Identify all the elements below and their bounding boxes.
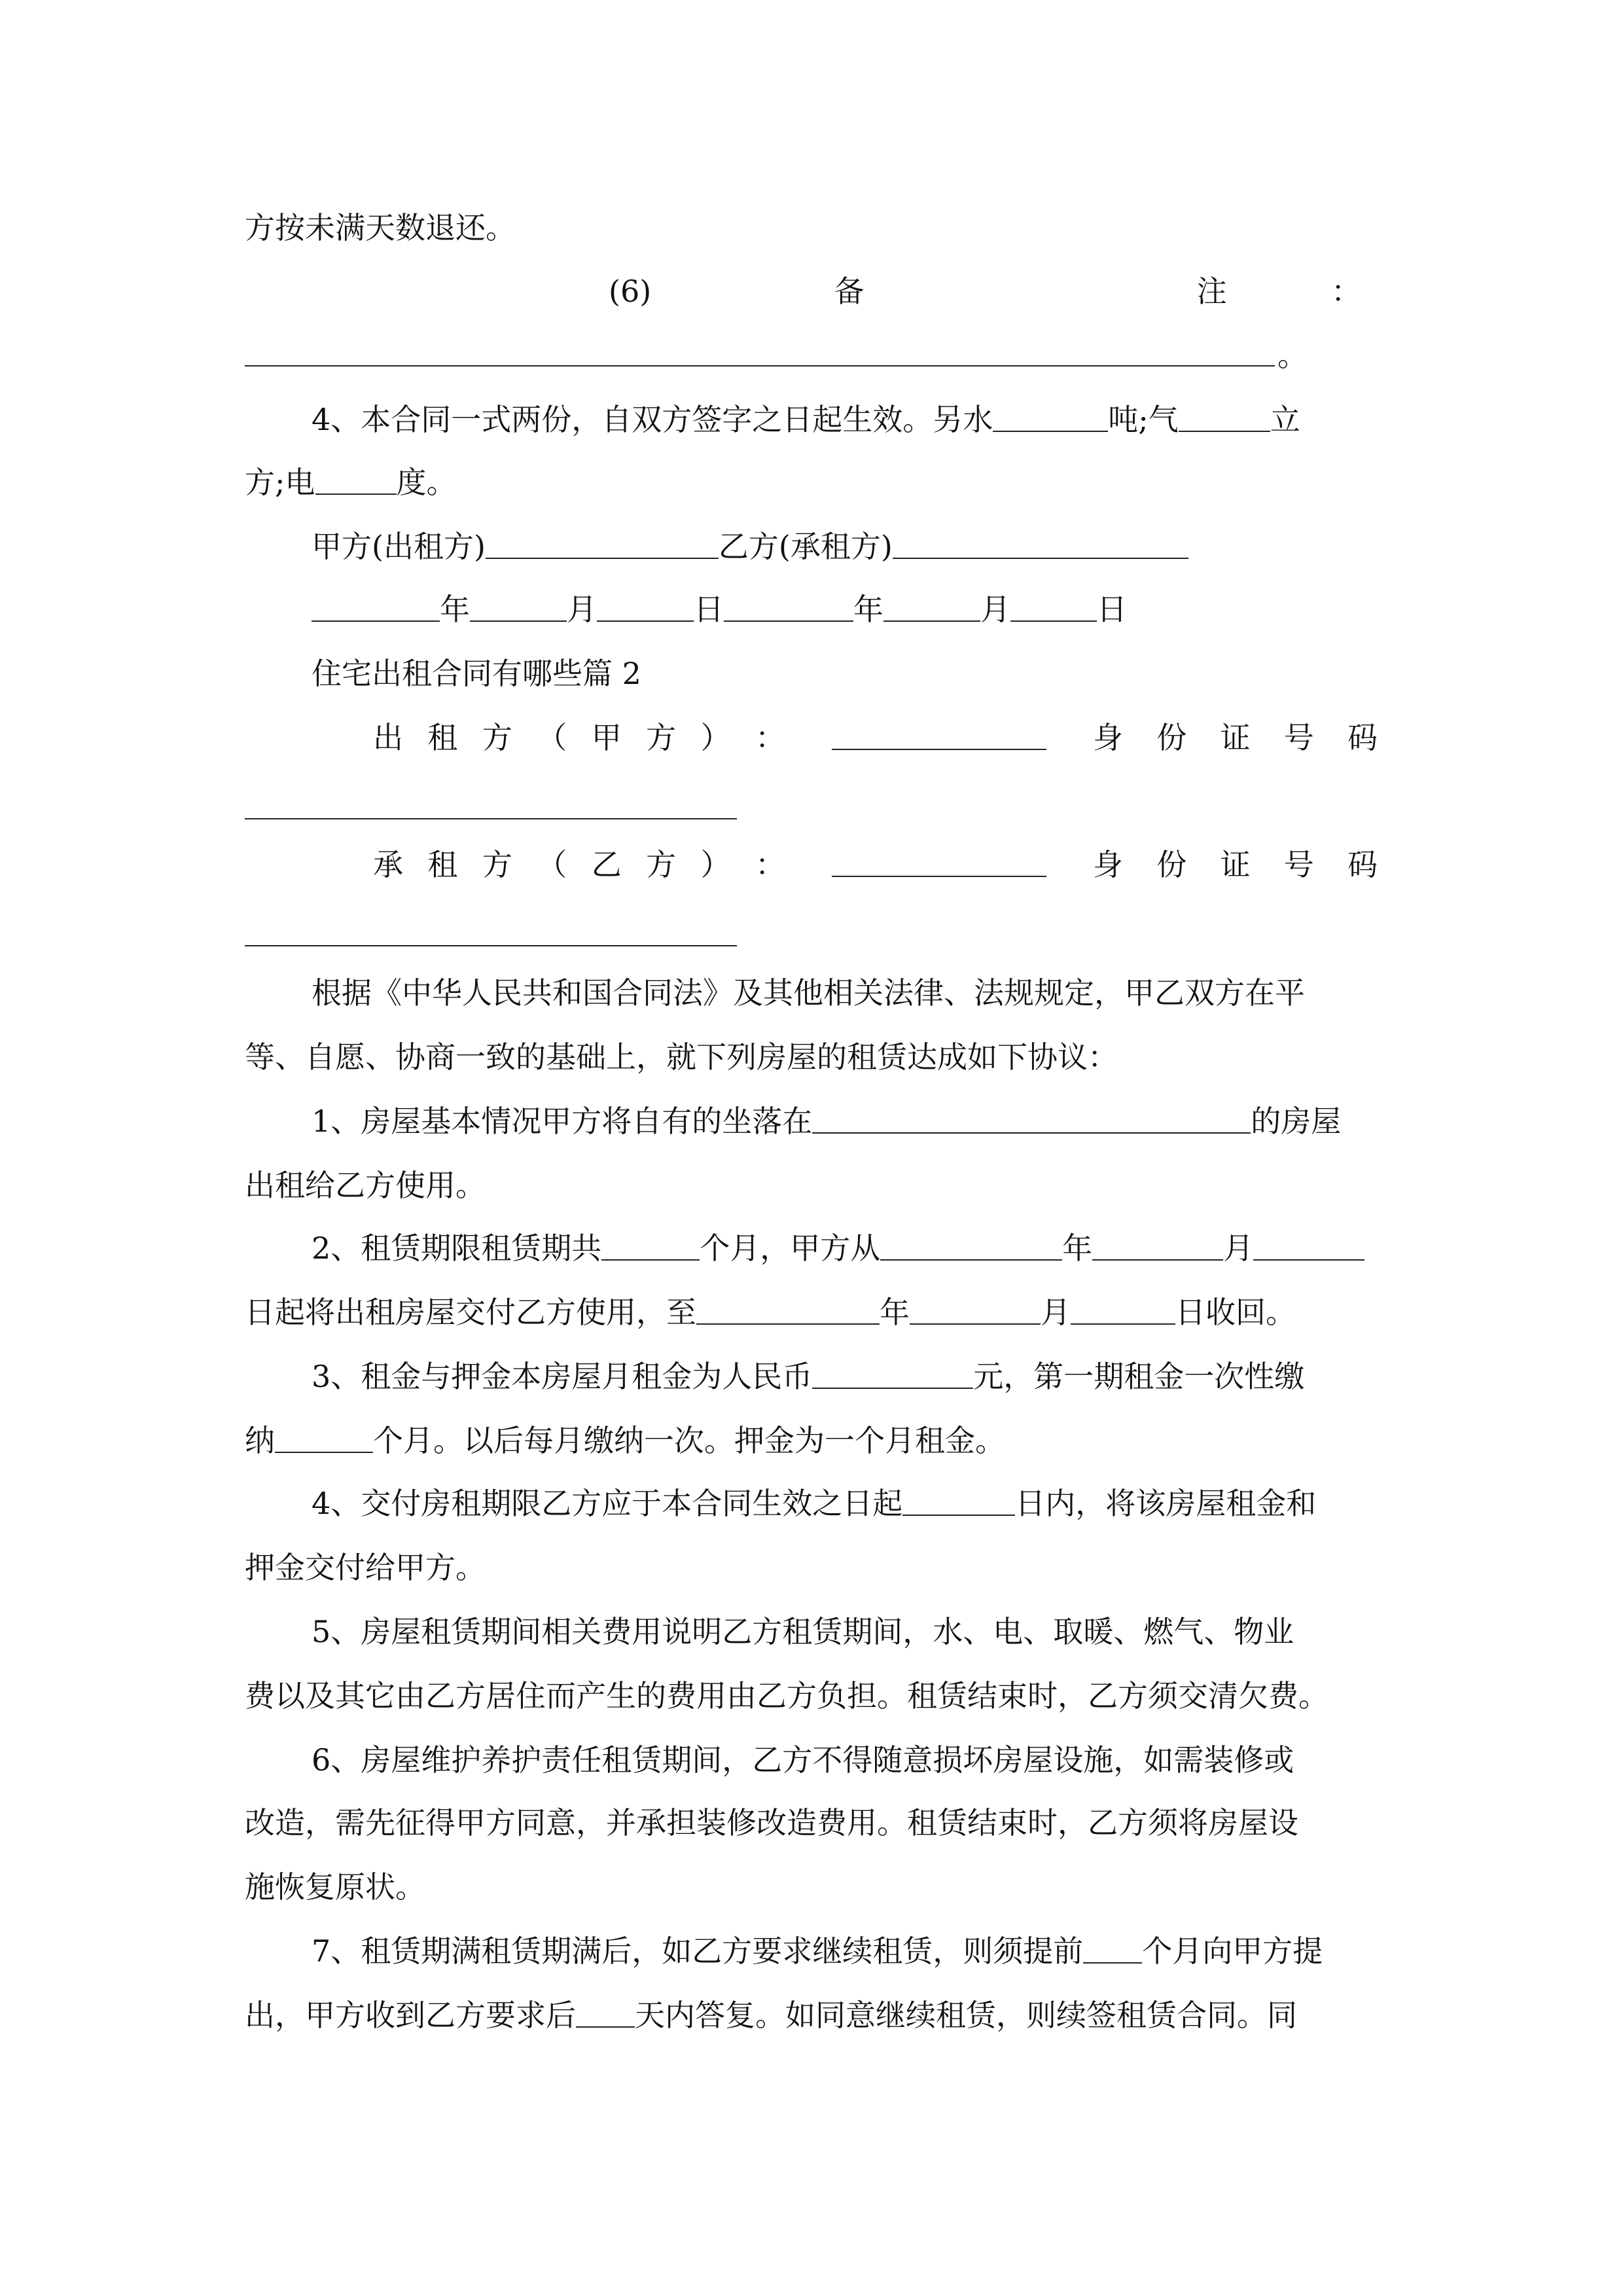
text: 吨;气 — [1108, 402, 1179, 437]
remark-char: 注 — [1196, 274, 1227, 309]
party-b-blank[interactable] — [893, 531, 1188, 559]
day-blank[interactable] — [597, 594, 694, 622]
text-line: 施恢复原状。 — [245, 1869, 425, 1905]
text: 个月向甲方提 — [1142, 1933, 1323, 1969]
remark-char: 备 — [834, 274, 865, 309]
text: 个月，甲方从 — [700, 1230, 881, 1266]
clause7-line2 — [245, 1998, 1297, 2033]
days-blank[interactable] — [576, 2000, 635, 2028]
remark-colon: ： — [1330, 274, 1361, 309]
day-blank[interactable] — [1071, 1297, 1175, 1325]
remark-blank[interactable] — [245, 365, 1275, 367]
text: ） — [700, 847, 731, 882]
months-blank[interactable] — [275, 1426, 373, 1453]
text: 3、租金与押金本房屋月租金为人民币 — [312, 1359, 813, 1394]
text: 租 — [427, 847, 458, 882]
item4-line2 — [245, 465, 457, 500]
day-label: 日 — [694, 592, 724, 627]
year-blank[interactable] — [696, 1297, 880, 1325]
text: 方 — [482, 720, 512, 755]
text: 乙 — [591, 847, 622, 882]
text: 日起将出租房屋交付乙方使用，至 — [245, 1295, 696, 1330]
lessee-line — [373, 847, 1378, 882]
section-title: 住宅出租合同有哪些篇 2 — [312, 656, 641, 691]
text: 元，第一期租金一次性缴 — [973, 1359, 1305, 1394]
text: （ — [537, 720, 567, 755]
date-line — [312, 592, 1127, 627]
electric-blank[interactable] — [315, 467, 397, 495]
text-line: 费以及其它由乙方居住而产生的费用由乙方负担。租赁结束时，乙方须交清欠费。 — [245, 1678, 1329, 1713]
month-label: 月 — [980, 592, 1010, 627]
text: 1、房屋基本情况甲方将自有的坐落在 — [312, 1103, 813, 1139]
clause2-line2 — [245, 1295, 1296, 1330]
lessor-name-blank[interactable] — [832, 723, 1046, 750]
day-label: 日 — [1097, 592, 1127, 627]
text: 证 — [1220, 847, 1251, 882]
text: 年 — [880, 1295, 910, 1330]
text-line: 根据《中华人民共和国合同法》及其他相关法律、法规规定，甲乙双方在平 — [312, 975, 1305, 1011]
text: 证 — [1220, 720, 1251, 755]
year-label: 年 — [853, 592, 883, 627]
lessor-id-blank[interactable] — [245, 818, 737, 819]
text: 份 — [1156, 847, 1187, 882]
text: 2、租赁期限租赁期共 — [312, 1230, 602, 1266]
text: 月 — [1223, 1230, 1254, 1266]
text: 的房屋 — [1251, 1103, 1342, 1139]
text: ） — [700, 720, 731, 755]
months-blank[interactable] — [1083, 1936, 1142, 1964]
signature-line — [312, 531, 1188, 562]
text: 码 — [1347, 720, 1378, 755]
water-blank[interactable] — [993, 404, 1108, 432]
clause3-line1 — [312, 1359, 1305, 1394]
remark-heading — [609, 274, 1361, 309]
party-a-label: 甲方(出租方) — [312, 529, 486, 564]
text-line: 方按未满天数退还。 — [245, 210, 516, 245]
year-label: 年 — [440, 592, 470, 627]
text: 月 — [1041, 1295, 1071, 1330]
text: 方 — [482, 847, 512, 882]
lessee-id-blank[interactable] — [245, 945, 737, 946]
text: 个月。以后每月缴纳一次。押金为一个月租金。 — [373, 1423, 1005, 1458]
days-blank[interactable] — [902, 1488, 1015, 1516]
text: 号 — [1283, 847, 1314, 882]
clause4-line1 — [312, 1486, 1317, 1521]
text: 纳 — [245, 1423, 275, 1458]
month-blank[interactable] — [470, 594, 567, 622]
text: 甲 — [591, 720, 622, 755]
text: ： — [755, 720, 785, 755]
text: 日内，将该房屋租金和 — [1015, 1486, 1317, 1521]
text: 日收回。 — [1175, 1295, 1296, 1330]
clause1-line1 — [312, 1103, 1342, 1139]
text: ： — [755, 847, 785, 882]
item4-line1 — [312, 404, 1378, 435]
text: 身 — [1093, 720, 1123, 755]
text: 立 — [1270, 402, 1300, 437]
text: 方;电 — [245, 465, 315, 500]
clause2-line1 — [312, 1230, 1364, 1266]
text-line: 等、自愿、协商一致的基础上，就下列房屋的租赁达成如下协议： — [245, 1039, 1118, 1075]
day-blank[interactable] — [1010, 594, 1097, 622]
months-blank[interactable] — [601, 1233, 700, 1261]
text: （ — [537, 847, 567, 882]
text: 度。 — [396, 465, 457, 500]
year-blank[interactable] — [312, 594, 440, 622]
text: 方 — [646, 847, 677, 882]
text: 7、租赁期满租赁期满后，如乙方要求继续租赁，则须提前 — [312, 1933, 1084, 1969]
text-line: 押金交付给甲方。 — [245, 1550, 486, 1585]
address-blank[interactable] — [812, 1106, 1251, 1134]
month-blank[interactable] — [883, 594, 980, 622]
text: 出 — [373, 720, 403, 755]
party-b-label: 乙方(承租方) — [718, 529, 893, 564]
gas-blank[interactable] — [1179, 404, 1270, 432]
party-a-blank[interactable] — [486, 531, 719, 559]
month-label: 月 — [567, 592, 597, 627]
day-blank[interactable] — [1253, 1233, 1364, 1261]
text-line: 改造，需先征得甲方同意，并承担装修改造费用。租赁结束时，乙方须将房屋设 — [245, 1805, 1298, 1840]
month-blank[interactable] — [910, 1297, 1041, 1325]
text: 年 — [1062, 1230, 1093, 1266]
clause7-line1 — [312, 1933, 1323, 1969]
text: 租 — [427, 720, 458, 755]
clause3-line2 — [245, 1423, 1005, 1458]
month-blank[interactable] — [1092, 1233, 1223, 1261]
text-line: 5、房屋租赁期间相关费用说明乙方租赁期间，水、电、取暖、燃气、物业 — [312, 1614, 1294, 1649]
text-line: 出租给乙方使用。 — [245, 1168, 486, 1203]
year-blank[interactable] — [880, 1233, 1062, 1261]
text: 出，甲方收到乙方要求后 — [245, 1998, 576, 2033]
lessor-line — [373, 720, 1378, 755]
text: 4、交付房租期限乙方应于本合同生效之日起 — [312, 1486, 903, 1521]
text: 份 — [1156, 720, 1187, 755]
text: 天内答复。如同意继续租赁，则续签租赁合同。同 — [635, 1998, 1297, 2033]
text: 号 — [1283, 720, 1314, 755]
remark-end: 。 — [1277, 338, 1308, 373]
text: 4、本合同一式两份，自双方签字之日起生效。另水 — [312, 402, 993, 437]
text: 码 — [1347, 847, 1378, 882]
text: 身 — [1093, 847, 1123, 882]
year-blank[interactable] — [724, 594, 853, 622]
text-line: 6、房屋维护养护责任租赁期间，乙方不得随意损坏房屋设施，如需装修或 — [312, 1742, 1294, 1778]
lessee-name-blank[interactable] — [832, 850, 1046, 877]
text: 承 — [373, 847, 403, 882]
rent-amount-blank[interactable] — [812, 1361, 973, 1389]
text: 方 — [646, 720, 677, 755]
remark-number: (6) — [609, 274, 652, 309]
